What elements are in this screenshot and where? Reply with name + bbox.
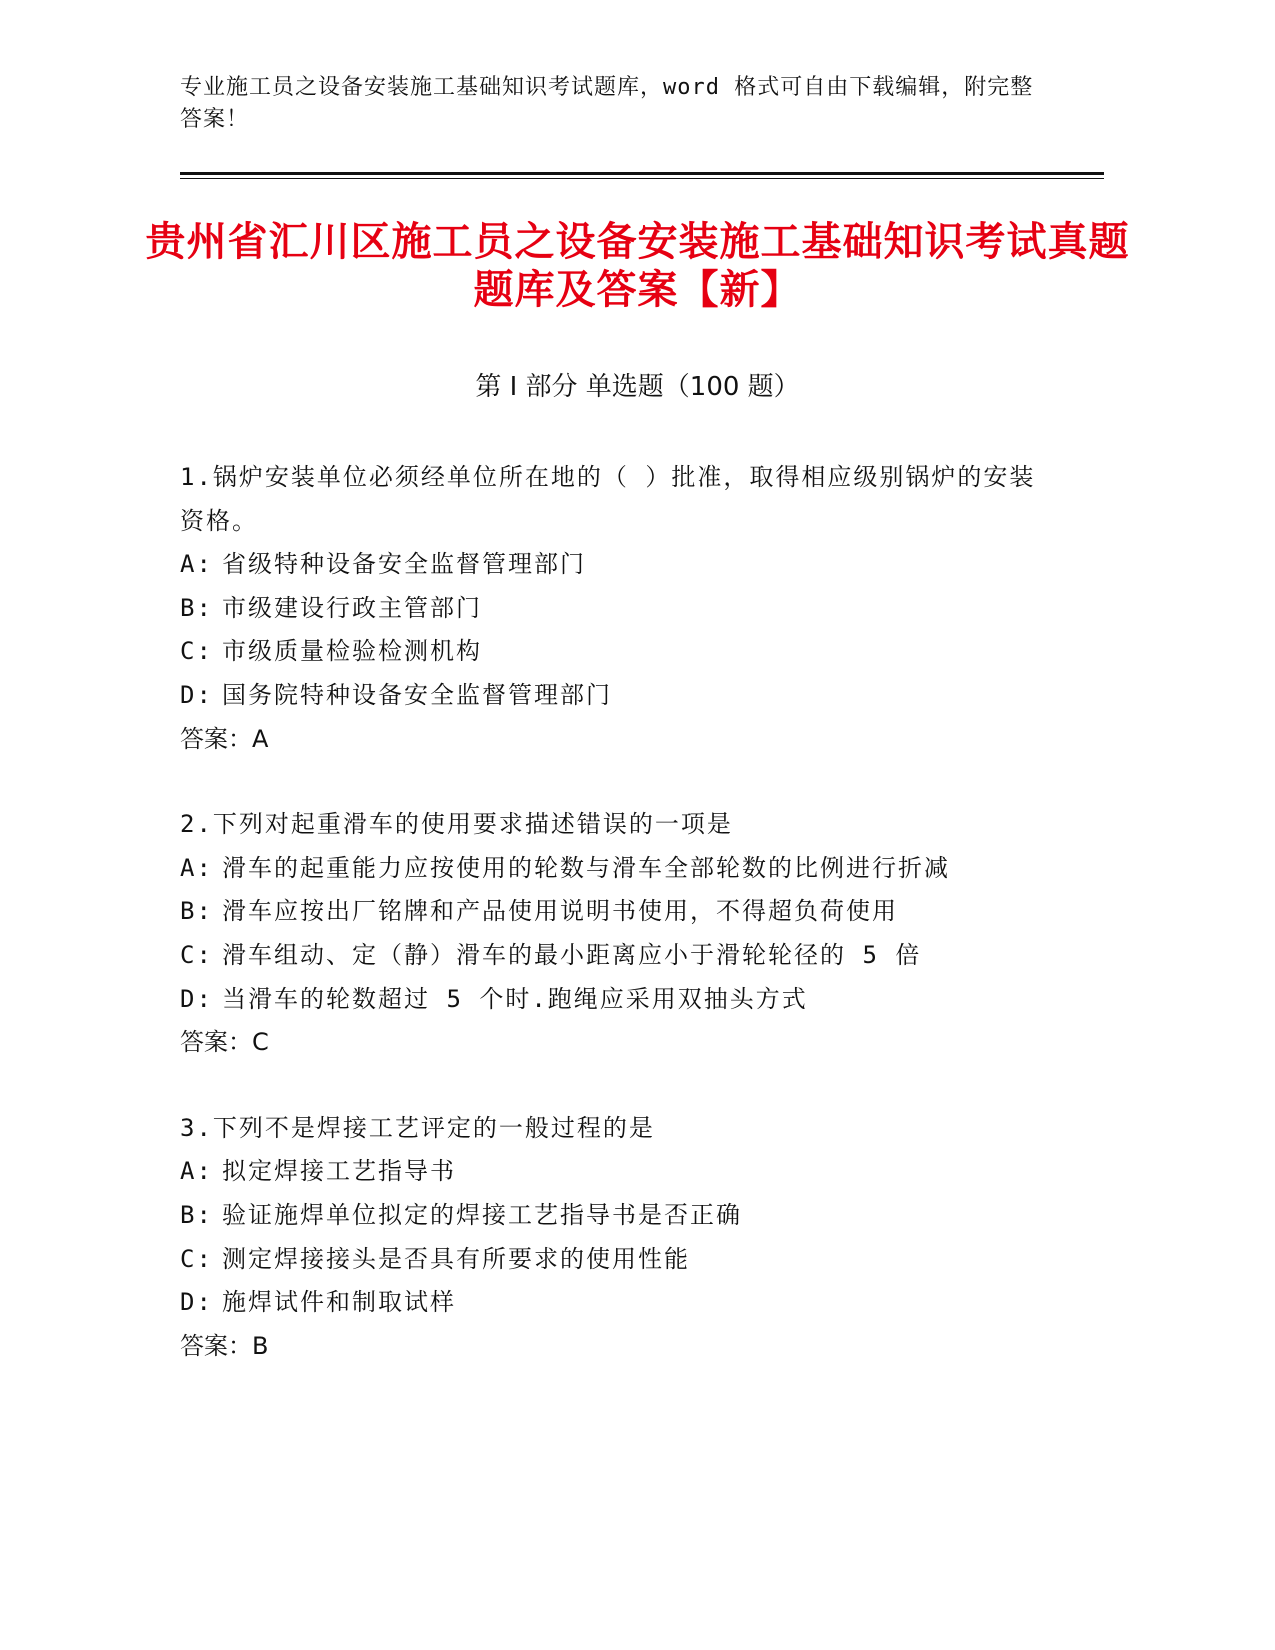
question-stem: 2.下列对起重滑车的使用要求描述错误的一项是 bbox=[180, 810, 733, 839]
option-text: 省级特种设备安全监督管理部门 bbox=[222, 550, 586, 579]
question-1 bbox=[180, 456, 1060, 761]
option-b bbox=[180, 890, 1060, 934]
option-c bbox=[180, 934, 1060, 978]
header-divider-thin bbox=[180, 178, 1104, 179]
option-key: D: bbox=[180, 984, 213, 1013]
document-title: 贵州省汇川区施工员之设备安装施工基础知识考试真题题库及答案【新】 bbox=[145, 219, 1130, 313]
option-text: 滑车应按出厂铭牌和产品使用说明书使用，不得超负荷使用 bbox=[222, 897, 898, 926]
answer-line: 答案：B bbox=[180, 1331, 269, 1360]
option-text: 验证施焊单位拟定的焊接工艺指导书是否正确 bbox=[222, 1200, 742, 1229]
option-d bbox=[180, 978, 1060, 1022]
option-text: 测定焊接接头是否具有所要求的使用性能 bbox=[222, 1244, 690, 1273]
question-2 bbox=[180, 803, 1060, 1065]
option-text: 当滑车的轮数超过 5 个时.跑绳应采用双抽头方式 bbox=[222, 984, 808, 1013]
option-text: 施焊试件和制取试样 bbox=[222, 1288, 456, 1317]
option-b bbox=[180, 587, 1060, 631]
option-key: A: bbox=[180, 853, 213, 882]
option-d bbox=[180, 1281, 1060, 1325]
option-key: A: bbox=[180, 1157, 213, 1186]
option-text: 市级建设行政主管部门 bbox=[222, 593, 482, 622]
option-key: A: bbox=[180, 550, 213, 579]
question-stem: 1.锅炉安装单位必须经单位所在地的（ ）批准，取得相应级别锅炉的安装资格。 bbox=[180, 463, 1036, 535]
option-text: 国务院特种设备安全监督管理部门 bbox=[222, 680, 612, 709]
option-text: 市级质量检验检测机构 bbox=[222, 637, 482, 666]
option-d bbox=[180, 674, 1060, 718]
answer-line: 答案：A bbox=[180, 724, 269, 753]
option-text: 滑车组动、定（静）滑车的最小距离应小于滑轮轮径的 5 倍 bbox=[222, 940, 922, 969]
option-a bbox=[180, 1150, 1060, 1194]
question-stem: 3.下列不是焊接工艺评定的一般过程的是 bbox=[180, 1113, 655, 1142]
option-c bbox=[180, 630, 1060, 674]
document-header-note: 专业施工员之设备安装施工基础知识考试题库，word 格式可自由下载编辑，附完整答案！ bbox=[180, 75, 1034, 132]
option-key: B: bbox=[180, 1200, 213, 1229]
option-a bbox=[180, 847, 1060, 891]
header-divider-thick bbox=[180, 172, 1104, 175]
option-key: C: bbox=[180, 637, 213, 666]
option-key: D: bbox=[180, 680, 213, 709]
question-3 bbox=[180, 1107, 1060, 1369]
answer-line: 答案：C bbox=[180, 1028, 269, 1057]
option-text: 滑车的起重能力应按使用的轮数与滑车全部轮数的比例进行折减 bbox=[222, 853, 950, 882]
option-key: C: bbox=[180, 1244, 213, 1273]
section-heading: 第 I 部分 单选题（100 题） bbox=[475, 372, 800, 402]
option-c bbox=[180, 1238, 1060, 1282]
option-key: D: bbox=[180, 1288, 213, 1317]
option-key: B: bbox=[180, 897, 213, 926]
question-list bbox=[180, 456, 1060, 1410]
option-key: B: bbox=[180, 593, 213, 622]
option-text: 拟定焊接工艺指导书 bbox=[222, 1157, 456, 1186]
option-a bbox=[180, 543, 1060, 587]
option-b bbox=[180, 1194, 1060, 1238]
option-key: C: bbox=[180, 940, 213, 969]
